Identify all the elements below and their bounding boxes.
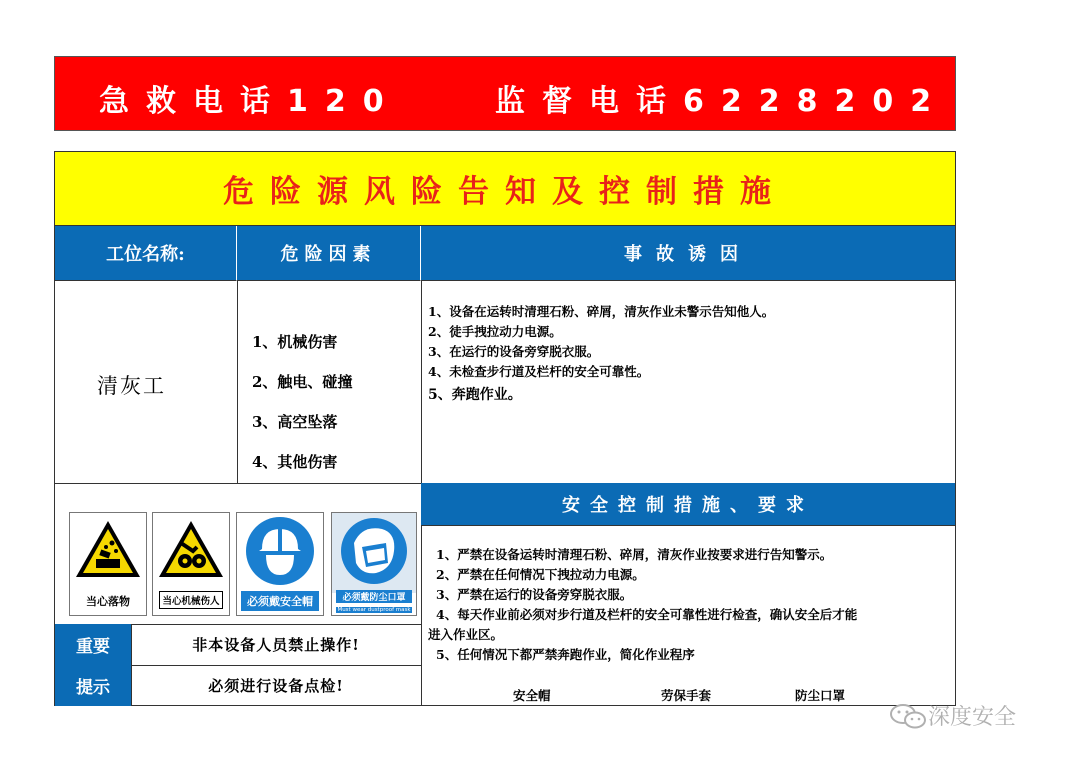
tip-label: 重要 [55,624,131,665]
emergency-phone: 急救电话120 [99,84,401,119]
sign-caption: 必须戴安全帽 [241,591,319,611]
dust-mask-mandatory-icon [332,513,416,593]
hazard-item: 1、机械伤害 [252,333,338,351]
tip-text: 非本设备人员禁止操作! [192,636,360,654]
cause-item: 2、徒手拽拉动力电源。 [428,324,562,339]
wechat-icon [888,701,928,731]
machine-injury-warning-icon [153,513,229,593]
hazard-list [252,330,352,490]
hazard-item: 3、高空坠落 [252,413,338,431]
hazards-header: 危险因素 [237,226,421,281]
safety-helmet-mandatory-icon [237,513,323,593]
cause-item: 4、未检查步行道及栏杆的安全可靠性。 [428,364,650,379]
causes-header: 事故诱因 [421,226,955,281]
tip-text: 必须进行设备点检! [208,677,344,695]
hazard-item: 2、触电、碰撞 [252,373,353,391]
safety-measures-header: 安全控制措施、要求 [421,483,955,525]
risk-notice-board [54,151,956,706]
measures-list [428,545,953,665]
sign-caption: 当心机械伤人 [159,591,223,609]
tip-label: 提示 [55,665,131,706]
divider [237,281,238,483]
sign-machine-injury [152,512,230,616]
ppe-item: 安全帽 [513,688,551,703]
watermark-text: 深度安全 [928,705,1017,730]
sign-caption: 当心落物 [86,595,130,608]
measure-item: 3、严禁在运行的设备旁穿脱衣服。 [436,587,633,602]
measure-item: 4、每天作业前必须对步行道及栏杆的安全可靠性进行检查，确认安全后才能 [436,607,858,622]
board-title-bar [55,152,955,226]
sign-subcaption: Must wear dustproof mask [337,607,411,613]
measure-item: 5、任何情况下都严禁奔跑作业，简化作业程序 [436,647,695,662]
ppe-item: 劳保手套 [661,688,712,703]
falling-objects-warning-icon [70,513,146,593]
cause-list [428,302,774,405]
post-name-value: 清灰工 [97,374,166,398]
measure-item: 2、严禁在任何情况下拽拉动力电源。 [436,567,645,582]
sign-falling-objects [69,512,147,616]
divider [421,525,955,526]
emergency-banner [54,56,956,131]
hazard-item: 4、其他伤害 [252,453,338,471]
measure-item: 1、严禁在设备运转时清理石粉、碎屑，清灰作业按要求进行告知警示。 [436,547,833,562]
cause-item: 1、设备在运转时清理石粉、碎屑，清灰作业未警示告知他人。 [428,304,775,319]
sign-safety-helmet [236,512,324,616]
sign-caption: 必须戴防尘口罩 [336,590,412,603]
cause-item: 5、奔跑作业。 [428,387,522,403]
supervision-phone: 监督电话6228202 [495,84,949,119]
ppe-item: 防尘口罩 [795,688,846,703]
sign-dust-mask [331,512,417,616]
cause-item: 3、在运行的设备旁穿脱衣服。 [428,344,600,359]
board-title: 危险源风险告知及控制措施 [223,174,787,210]
measure-item: 进入作业区。 [428,627,504,642]
post-name-header: 工位名称: [55,226,237,281]
watermark [888,700,1016,731]
